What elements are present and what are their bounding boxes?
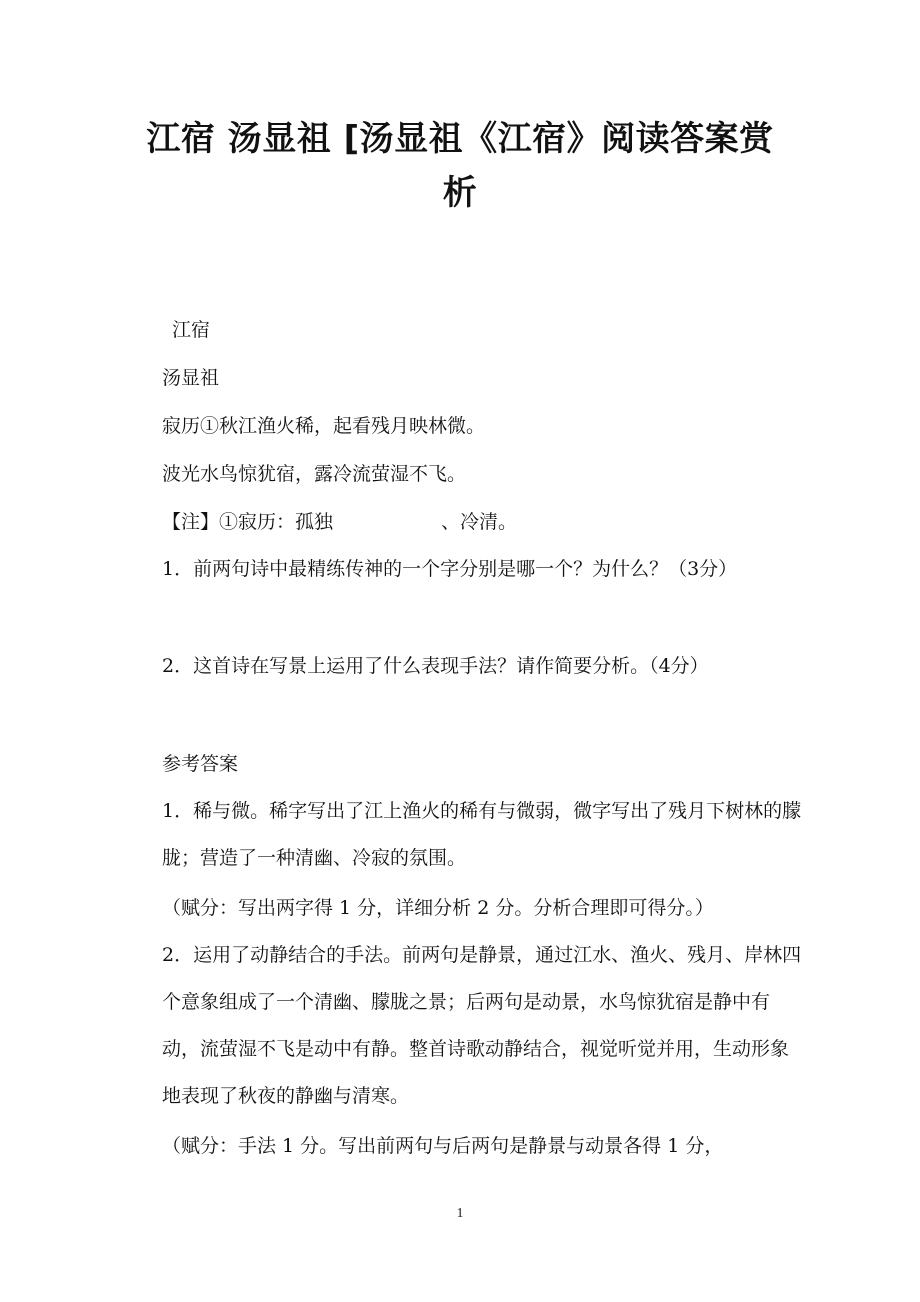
poem-line-2: 波光水鸟惊犹宿，露冷流萤湿不飞。	[162, 463, 467, 485]
poem-author: 汤显祖	[162, 367, 220, 389]
answer-1: 1．稀与微。稀字写出了江上渔火的稀有与微弱，微字写出了残月下树林的朦胧；营造了一种清幽、冷寂的氛围。	[162, 800, 802, 869]
poem-line-1: 寂历①秋江渔火稀，起看残月映林微。	[162, 415, 486, 437]
note-part-1: 【注】①寂历：孤独	[162, 511, 334, 533]
poem-note	[140, 510, 802, 534]
note-part-2: 、冷清。	[441, 511, 518, 533]
document-title: 江宿 汤显祖 [汤显祖《江宿》阅读答案赏析	[146, 119, 774, 213]
poem-title: 江宿	[172, 319, 211, 341]
page-number: 1	[456, 1206, 464, 1221]
answer-2: 2．运用了动静结合的手法。前两句是静景，通过江水、渔火、残月、岸林四个意象组成了一个清幽、朦胧之景；后两句是动景，水鸟惊犹宿是静中有动，流萤湿不飞是动中有静。整首诗歌动静结合，视觉听觉并用，生动形象地表现了秋夜的静幽与清寒。	[162, 944, 802, 1107]
answer-1-scoring: （赋分：写出两字得 1 分，详细分析 2 分。分析合理即可得分。）	[162, 897, 714, 919]
answers-heading: 参考答案	[162, 753, 239, 775]
question-1: 1．前两句诗中最精练传神的一个字分别是哪一个？为什么？（3分）	[162, 558, 738, 580]
answer-2-scoring: （赋分：手法 1 分。写出前两句与后两句是静景与动景各得 1 分，	[162, 1135, 724, 1157]
question-2: 2．这首诗在写景上运用了什么表现手法？请作简要分析。（4分）	[162, 655, 709, 677]
